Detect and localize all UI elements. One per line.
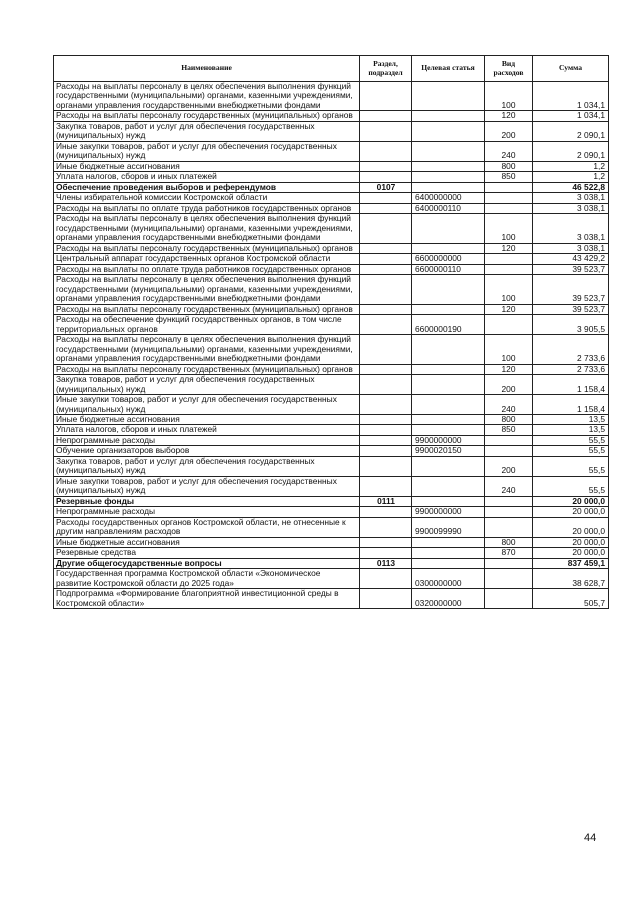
cell-amount: 837 459,1 (533, 558, 609, 568)
cell-section (360, 589, 412, 609)
cell-amount: 1 158,4 (533, 375, 609, 395)
cell-amount: 1,2 (533, 161, 609, 171)
cell-name: Расходы на выплаты персоналу в целях обеспечения выполнения функций государственными (муниципальными) органами, казенными учреждениями, органами управления государственными внебюджетными фондами (54, 214, 360, 243)
cell-section (360, 537, 412, 547)
table-row (54, 476, 609, 496)
cell-name: Уплата налогов, сборов и иных платежей (54, 172, 360, 182)
cell-type: 800 (485, 414, 533, 424)
cell-target (412, 182, 485, 192)
cell-type (485, 264, 533, 274)
cell-target (412, 425, 485, 435)
cell-target (412, 243, 485, 253)
cell-amount: 20 000,0 (533, 496, 609, 506)
cell-name: Расходы на обеспечение функций государственных органов, в том числе территориальных органов (54, 315, 360, 335)
cell-type (485, 254, 533, 264)
cell-type: 870 (485, 548, 533, 558)
table-row (54, 456, 609, 476)
cell-target (412, 161, 485, 171)
cell-name: Иные бюджетные ассигнования (54, 161, 360, 171)
cell-target (412, 476, 485, 496)
table-row (54, 395, 609, 415)
cell-target (412, 111, 485, 121)
cell-amount: 55,5 (533, 456, 609, 476)
cell-section (360, 435, 412, 445)
table-row (54, 214, 609, 243)
cell-section: 0111 (360, 496, 412, 506)
cell-name: Иные закупки товаров, работ и услуг для обеспечения государственных (муниципальных) нужд (54, 476, 360, 496)
cell-type (485, 517, 533, 537)
cell-type (485, 193, 533, 203)
header-name: Наименование (54, 56, 360, 82)
cell-name: Резервные фонды (54, 496, 360, 506)
cell-name: Расходы на выплаты персоналу в целях обеспечения выполнения функций государственными (муниципальными) органами, казенными учреждениями, органами управления государственными внебюджетными фондами (54, 275, 360, 304)
cell-amount: 43 429,2 (533, 254, 609, 264)
cell-name: Иные закупки товаров, работ и услуг для обеспечения государственных (муниципальных) нужд (54, 395, 360, 415)
cell-name: Расходы на выплаты персоналу государственных (муниципальных) органов (54, 111, 360, 121)
table-row (54, 375, 609, 395)
cell-target (412, 141, 485, 161)
cell-name: Расходы на выплаты персоналу в целях обеспечения выполнения функций государственными (муниципальными) органами, казенными учреждениями, органами управления государственными внебюджетными фондами (54, 82, 360, 111)
cell-name: Расходы на выплаты по оплате труда работников государственных органов (54, 264, 360, 274)
cell-name: Уплата налогов, сборов и иных платежей (54, 425, 360, 435)
cell-type: 100 (485, 335, 533, 364)
table-row (54, 558, 609, 568)
cell-section (360, 82, 412, 111)
table-row (54, 121, 609, 141)
cell-name: Расходы государственных органов Костромской области, не отнесенные к другим направлениям расходов (54, 517, 360, 537)
table-row (54, 82, 609, 111)
cell-type: 850 (485, 172, 533, 182)
cell-target (412, 121, 485, 141)
cell-section (360, 121, 412, 141)
cell-type: 120 (485, 364, 533, 374)
page-number: 44 (584, 832, 597, 844)
cell-target: 6600000190 (412, 315, 485, 335)
budget-table (53, 55, 609, 609)
cell-name: Резервные средства (54, 548, 360, 558)
table-row (54, 182, 609, 192)
cell-amount: 1 034,1 (533, 111, 609, 121)
cell-type: 120 (485, 304, 533, 314)
cell-name: Члены избирательной комиссии Костромской области (54, 193, 360, 203)
cell-target (412, 275, 485, 304)
cell-section (360, 193, 412, 203)
cell-target (412, 537, 485, 547)
cell-section (360, 364, 412, 374)
table-row (54, 569, 609, 589)
table-row (54, 589, 609, 609)
cell-name: Центральный аппарат государственных органов Костромской области (54, 254, 360, 264)
cell-name: Другие общегосударственные вопросы (54, 558, 360, 568)
cell-type: 120 (485, 243, 533, 253)
table-row (54, 517, 609, 537)
cell-section (360, 517, 412, 537)
cell-amount: 20 000,0 (533, 537, 609, 547)
cell-section (360, 214, 412, 243)
cell-type (485, 507, 533, 517)
cell-section (360, 425, 412, 435)
cell-target: 0300000000 (412, 569, 485, 589)
cell-amount: 3 038,1 (533, 193, 609, 203)
cell-section (360, 275, 412, 304)
cell-target: 0320000000 (412, 589, 485, 609)
cell-amount: 2 733,6 (533, 335, 609, 364)
table-row (54, 254, 609, 264)
cell-amount: 13,5 (533, 425, 609, 435)
cell-type: 100 (485, 82, 533, 111)
cell-name: Расходы на выплаты персоналу государственных (муниципальных) органов (54, 243, 360, 253)
cell-amount: 55,5 (533, 446, 609, 456)
header-amount: Сумма (533, 56, 609, 82)
cell-section (360, 446, 412, 456)
cell-amount: 505,7 (533, 589, 609, 609)
cell-amount: 55,5 (533, 435, 609, 445)
cell-section (360, 375, 412, 395)
cell-amount: 2 090,1 (533, 141, 609, 161)
cell-section (360, 243, 412, 253)
cell-amount: 3 905,5 (533, 315, 609, 335)
cell-name: Обеспечение проведения выборов и референдумов (54, 182, 360, 192)
table-header-row (54, 56, 609, 82)
cell-section (360, 315, 412, 335)
cell-amount: 3 038,1 (533, 243, 609, 253)
table-row (54, 446, 609, 456)
cell-type: 200 (485, 121, 533, 141)
cell-name: Непрограммные расходы (54, 507, 360, 517)
table-row (54, 203, 609, 213)
cell-name: Закупка товаров, работ и услуг для обеспечения государственных (муниципальных) нужд (54, 456, 360, 476)
cell-amount: 3 038,1 (533, 214, 609, 243)
cell-amount: 1 158,4 (533, 395, 609, 415)
cell-section (360, 476, 412, 496)
table-row (54, 161, 609, 171)
cell-amount: 2 733,6 (533, 364, 609, 374)
cell-type (485, 496, 533, 506)
cell-type (485, 569, 533, 589)
table-row (54, 537, 609, 547)
cell-target: 9900099990 (412, 517, 485, 537)
cell-section: 0113 (360, 558, 412, 568)
cell-target (412, 304, 485, 314)
cell-target (412, 395, 485, 415)
cell-name: Расходы на выплаты персоналу государственных (муниципальных) органов (54, 364, 360, 374)
table-row (54, 315, 609, 335)
cell-type: 200 (485, 375, 533, 395)
cell-name: Непрограммные расходы (54, 435, 360, 445)
cell-amount: 46 522,8 (533, 182, 609, 192)
cell-type: 120 (485, 111, 533, 121)
cell-name: Подпрограмма «Формирование благоприятной инвестиционной среды в Костромской области» (54, 589, 360, 609)
cell-section (360, 507, 412, 517)
cell-target (412, 548, 485, 558)
cell-target (412, 172, 485, 182)
cell-type: 240 (485, 141, 533, 161)
cell-name: Закупка товаров, работ и услуг для обеспечения государственных (муниципальных) нужд (54, 121, 360, 141)
cell-target (412, 456, 485, 476)
cell-section (360, 111, 412, 121)
cell-type (485, 182, 533, 192)
cell-amount: 20 000,0 (533, 517, 609, 537)
cell-amount: 39 523,7 (533, 275, 609, 304)
cell-section (360, 569, 412, 589)
table-row (54, 304, 609, 314)
cell-target (412, 335, 485, 364)
cell-amount: 55,5 (533, 476, 609, 496)
table-row (54, 496, 609, 506)
cell-section (360, 335, 412, 364)
table-row (54, 243, 609, 253)
cell-name: Расходы на выплаты персоналу в целях обеспечения выполнения функций государственными (муниципальными) органами, казенными учреждениями, органами управления государственными внебюджетными фондами (54, 335, 360, 364)
table-row (54, 111, 609, 121)
cell-section (360, 161, 412, 171)
cell-type: 240 (485, 476, 533, 496)
cell-name: Обучение организаторов выборов (54, 446, 360, 456)
cell-section (360, 264, 412, 274)
table-row (54, 364, 609, 374)
cell-type (485, 558, 533, 568)
table-row (54, 335, 609, 364)
header-target: Целевая статья (412, 56, 485, 82)
cell-type: 850 (485, 425, 533, 435)
cell-target: 6600000110 (412, 264, 485, 274)
table-row (54, 141, 609, 161)
cell-amount: 20 000,0 (533, 507, 609, 517)
cell-name: Иные закупки товаров, работ и услуг для обеспечения государственных (муниципальных) нужд (54, 141, 360, 161)
table-row (54, 548, 609, 558)
header-section: Раздел, подраздел (360, 56, 412, 82)
cell-section (360, 414, 412, 424)
cell-target (412, 364, 485, 374)
cell-section (360, 548, 412, 558)
cell-type: 800 (485, 161, 533, 171)
cell-target: 6600000000 (412, 254, 485, 264)
cell-amount: 39 523,7 (533, 304, 609, 314)
cell-amount: 13,5 (533, 414, 609, 424)
cell-amount: 39 523,7 (533, 264, 609, 274)
cell-amount: 20 000,0 (533, 548, 609, 558)
cell-target (412, 375, 485, 395)
cell-name: Иные бюджетные ассигнования (54, 537, 360, 547)
table-row (54, 425, 609, 435)
cell-name: Расходы на выплаты по оплате труда работников государственных органов (54, 203, 360, 213)
cell-section (360, 203, 412, 213)
cell-section (360, 254, 412, 264)
table-row (54, 275, 609, 304)
cell-section (360, 304, 412, 314)
cell-amount: 2 090,1 (533, 121, 609, 141)
cell-section (360, 172, 412, 182)
header-type: Вид расходов (485, 56, 533, 82)
cell-section: 0107 (360, 182, 412, 192)
cell-type: 100 (485, 275, 533, 304)
table-row (54, 435, 609, 445)
cell-target: 6400000000 (412, 193, 485, 203)
cell-amount: 38 628,7 (533, 569, 609, 589)
cell-section (360, 141, 412, 161)
cell-amount: 1 034,1 (533, 82, 609, 111)
table-row (54, 414, 609, 424)
cell-target: 9900020150 (412, 446, 485, 456)
cell-type (485, 203, 533, 213)
table-row (54, 172, 609, 182)
cell-target (412, 82, 485, 111)
cell-target (412, 414, 485, 424)
cell-type (485, 589, 533, 609)
cell-type (485, 315, 533, 335)
cell-section (360, 395, 412, 415)
cell-target: 9900000000 (412, 435, 485, 445)
cell-amount: 3 038,1 (533, 203, 609, 213)
cell-type: 800 (485, 537, 533, 547)
cell-name: Закупка товаров, работ и услуг для обеспечения государственных (муниципальных) нужд (54, 375, 360, 395)
cell-type (485, 435, 533, 445)
cell-target (412, 558, 485, 568)
cell-target: 6400000110 (412, 203, 485, 213)
cell-amount: 1,2 (533, 172, 609, 182)
cell-target (412, 214, 485, 243)
table-row (54, 264, 609, 274)
cell-type (485, 446, 533, 456)
cell-type: 240 (485, 395, 533, 415)
cell-target (412, 496, 485, 506)
cell-target: 9900000000 (412, 507, 485, 517)
cell-type: 200 (485, 456, 533, 476)
cell-name: Расходы на выплаты персоналу государственных (муниципальных) органов (54, 304, 360, 314)
cell-name: Государственная программа Костромской области «Экономическое развитие Костромской области до 2025 года» (54, 569, 360, 589)
cell-name: Иные бюджетные ассигнования (54, 414, 360, 424)
table-row (54, 507, 609, 517)
cell-type: 100 (485, 214, 533, 243)
cell-section (360, 456, 412, 476)
table-body (54, 82, 609, 609)
table-row (54, 193, 609, 203)
